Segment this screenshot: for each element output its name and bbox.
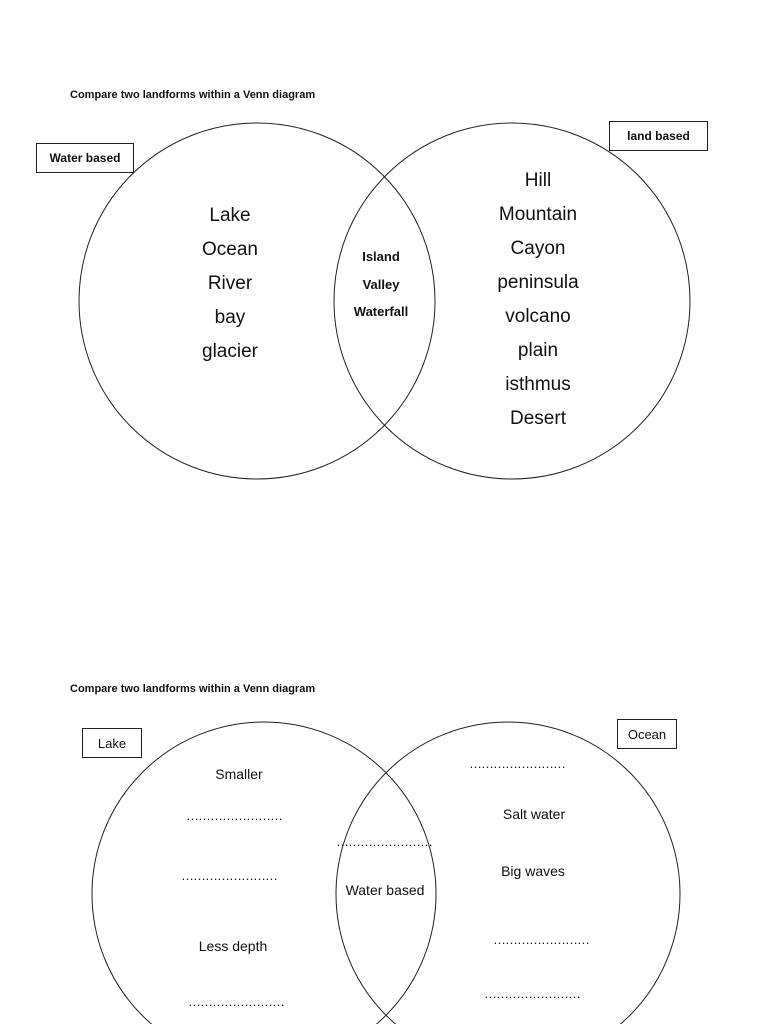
list-item: plain [517,340,559,361]
list-item: volcano [505,306,571,327]
diagram2-right-item-big-waves: Big waves [501,863,565,879]
list-item: Mountain [498,204,578,225]
list-item: Waterfall [353,304,409,319]
list-item: Island [362,249,400,264]
list-item: bay [214,307,246,328]
diagram2-right-label: Ocean [617,719,677,749]
list-item: Desert [510,408,566,429]
diagram2-right-item-salt-water: Salt water [502,806,566,822]
diagram2-left-item-less-depth: Less depth [198,938,268,954]
diagram2-left-item-smaller: Smaller [215,766,263,782]
blank-line: …………………… [493,932,589,947]
list-item: River [207,273,253,294]
blank-line: …………………… [186,808,282,823]
list-item: Lake [209,205,251,226]
blank-line: …………………… [484,986,580,1001]
list-item: Ocean [202,239,258,260]
diagram1-right-label: land based [609,121,708,151]
diagram1-title: Compare two landforms within a Venn diagram [70,89,316,101]
blank-line: …………………… [181,868,277,883]
blank-line: …………………… [469,756,565,771]
list-item: Hill [524,170,552,191]
list-item: peninsula [497,272,579,293]
diagram2-middle-item: Water based [345,882,425,898]
list-item: Valley [362,276,400,292]
diagram2-left-label: Lake [82,728,142,758]
list-item: isthmus [505,374,571,395]
blank-line: …………………… [188,994,284,1009]
blank-line: …………………… [336,834,432,849]
list-item: glacier [202,341,258,362]
list-item: Cayon [510,238,566,259]
diagram2-title: Compare two landforms within a Venn diagram [70,683,316,695]
diagram1-left-label: Water based [36,143,134,173]
